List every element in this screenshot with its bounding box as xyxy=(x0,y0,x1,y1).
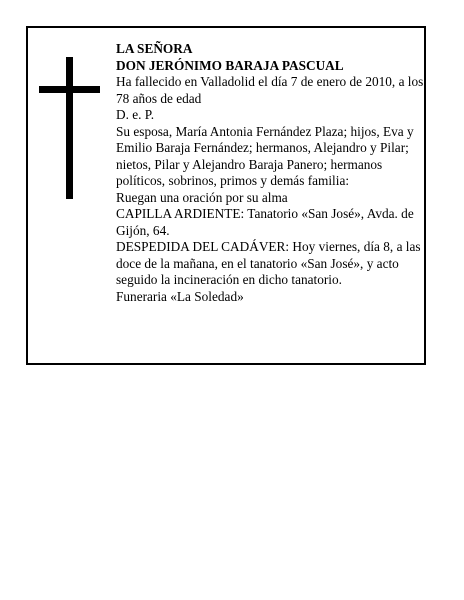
death-announcement: Ha fallecido en Valladolid el día 7 de enero de 2010, a los 78 años de edad xyxy=(116,74,424,106)
chapel-info: CAPILLA ARDIENTE: Tanatorio «San José», Avda. de Gijón, 64. xyxy=(116,206,414,238)
farewell-info: DESPEDIDA DEL CADÁVER: Hoy viernes, día 8, a las doce de la mañana, en el tanatorio «San José», y acto seguido la incineración en dicho tanatorio. xyxy=(116,239,421,287)
notice-text xyxy=(116,41,426,305)
deceased-name: DON JERÓNIMO BARAJA PASCUAL xyxy=(116,57,344,73)
notice-title-line1: LA SEÑORA xyxy=(116,41,193,56)
cross-vertical-bar xyxy=(66,57,73,199)
prayer-request: Ruegan una oración por su alma xyxy=(116,189,288,205)
obituary-notice xyxy=(26,26,426,365)
family-list: Su esposa, María Antonia Fernández Plaza; hijos, Eva y Emilio Baraja Fernández; hermanos, Alejandro y Pilar; nietos, Pilar y Alejandro Baraja Panero; hermanos políticos, sobrinos, primos y demás familia: xyxy=(116,123,414,188)
funeral-home: Funeraria «La Soledad» xyxy=(116,288,244,304)
rip-text: D. e. P. xyxy=(116,107,155,122)
cross-horizontal-bar xyxy=(39,86,100,93)
